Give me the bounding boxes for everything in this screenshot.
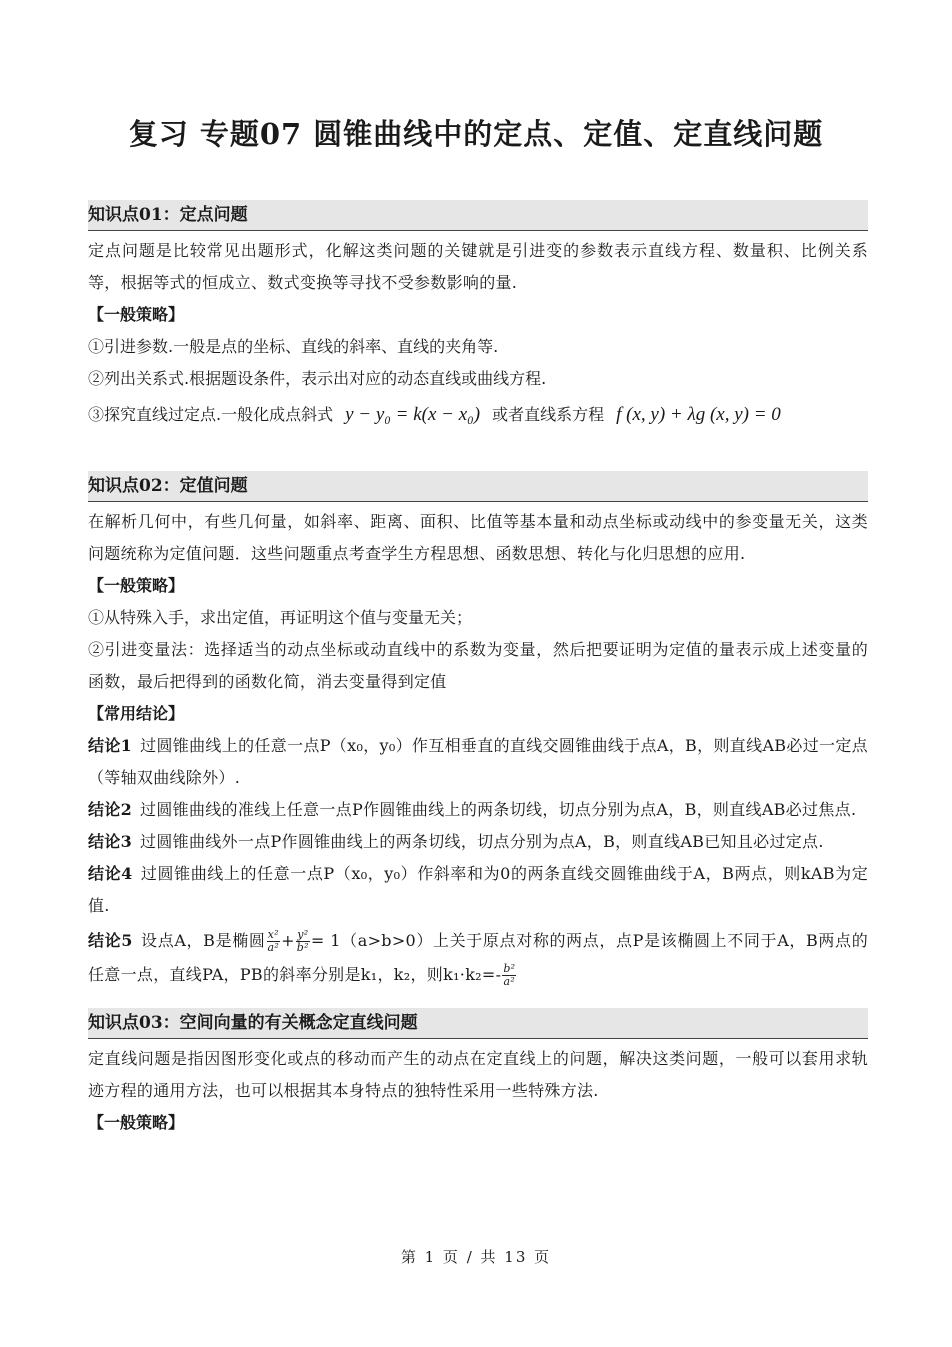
- page-footer: 第 1 页 / 共 13 页: [400, 1248, 552, 1266]
- conclusion-text: 过圆锥曲线的准线上任意一点P作圆锥曲线上的两条切线，切点分别为点A，B，则直线AB必过焦点.: [140, 800, 857, 819]
- strategy-item: [88, 395, 868, 435]
- conclusion-name: 结论5: [88, 931, 133, 950]
- section-intro: 定直线问题是指因图形变化或点的移动而产生的动点在定直线上的问题，解决这类问题，一般可以套用求轨迹方程的通用方法，也可以根据其本身特点的独特性采用一些特殊方法.: [88, 1049, 868, 1100]
- fraction: $\frac{\text{b²}}{\text{a²}}$: [503, 962, 516, 988]
- section-heading: 知识点02：定值问题: [88, 471, 868, 502]
- conclusion-text: 过圆锥曲线上的任意一点P（x₀，y₀）作斜率和为0的两条直线交圆锥曲线于A，B两点，则kAB为定值.: [88, 864, 868, 915]
- conclusion-item: [88, 730, 868, 794]
- conclusion-name: 结论1: [88, 736, 133, 755]
- page-title: 复习 专题07 圆锥曲线中的定点、定值、定直线问题: [128, 117, 824, 151]
- connector-text: 或者直线系方程: [492, 405, 605, 424]
- conclusion-text: 过圆锥曲线外一点P作圆锥曲线上的两条切线，切点分别为点A，B，则直线AB已知且必过定点.: [140, 832, 824, 851]
- conclusion-text: = 1（a>b>0）上关于原点对称的两点，点P是该椭圆上不同于A，B两点的任意一点，直线PA，PB的斜率分别是k₁，k₂，则k₁·k₂=-: [88, 931, 869, 984]
- section-fixed-value: [88, 471, 868, 992]
- strategy-item: ①引进参数.一般是点的坐标、直线的斜率、直线的夹角等.: [88, 337, 499, 356]
- conclusion-name: 结论4: [88, 864, 133, 883]
- conclusion-text: 设点A，B是椭圆: [140, 931, 266, 950]
- section-heading: 知识点03：空间向量的有关概念定直线问题: [88, 1008, 868, 1039]
- conclusion-name: 结论2: [88, 800, 133, 819]
- fraction: $\frac{\text{x²}}{\text{a²}}$: [267, 928, 280, 954]
- conclusion-text: 过圆锥曲线上的任意一点P（x₀，y₀）作互相垂直的直线交圆锥曲线于点A，B，则直线AB必过一定点（等轴双曲线除外）.: [88, 736, 868, 787]
- line-system-formula: f (x, y) + λg (x, y) = 0: [616, 404, 781, 425]
- conclusion-label: 【常用结论】: [88, 704, 185, 723]
- strategy-label: 【一般策略】: [88, 305, 185, 324]
- strategy-label: 【一般策略】: [88, 576, 185, 595]
- point-slope-formula: y − y₀ = k(x − x₀): [345, 404, 481, 425]
- conclusion-item: 结论5 设点A，B是椭圆 $\frac{\text{x²}}{\text{a²}}$ + $\frac{\text{y²}}{\text{b²}}$ = 1（a>b>0）上关于原点对称的两点，点P是该椭圆上不同于A，B两点的任意一点，直线PA，PB的斜率分别是k₁，k₂，则k₁·k₂=- $\frac{\text{b²}}{\text{a²}}$: [88, 928, 869, 988]
- document-body: [88, 200, 868, 1139]
- conclusion-item: [88, 858, 868, 922]
- section-fixed-point: [88, 200, 868, 435]
- strategy-item: ②引进变量法：选择适当的动点坐标或动直线中的系数为变量，然后把要证明为定值的量表示成上述变量的函数，最后把得到的函数化简，消去变量得到定值: [88, 640, 868, 691]
- conclusion-item: [88, 794, 868, 826]
- conclusion-item: [88, 826, 868, 858]
- strategy-item-text: ③探究直线过定点.一般化成点斜式: [88, 405, 334, 424]
- fraction: $\frac{\text{y²}}{\text{b²}}$: [296, 928, 309, 954]
- section-intro: 在解析几何中，有些几何量，如斜率、距离、面积、比值等基本量和动点坐标或动线中的参变量无关，这类问题统称为定值问题．这些问题重点考查学生方程思想、函数思想、转化与化归思想的应用.: [88, 512, 868, 563]
- strategy-item: ②列出关系式.根据题设条件，表示出对应的动态直线或曲线方程.: [88, 369, 547, 388]
- strategy-label: 【一般策略】: [88, 1113, 185, 1132]
- strategy-item: ①从特殊入手，求出定值，再证明这个值与变量无关；: [88, 608, 473, 627]
- section-fixed-line: [88, 1008, 868, 1139]
- conclusion-name: 结论3: [88, 832, 133, 851]
- section-intro: 定点问题是比较常见出题形式，化解这类问题的关键就是引进变的参数表示直线方程、数量积、比例关系等，根据等式的恒成立、数式变换等寻找不受参数影响的量.: [88, 241, 868, 292]
- section-heading: 知识点01：定点问题: [88, 200, 868, 231]
